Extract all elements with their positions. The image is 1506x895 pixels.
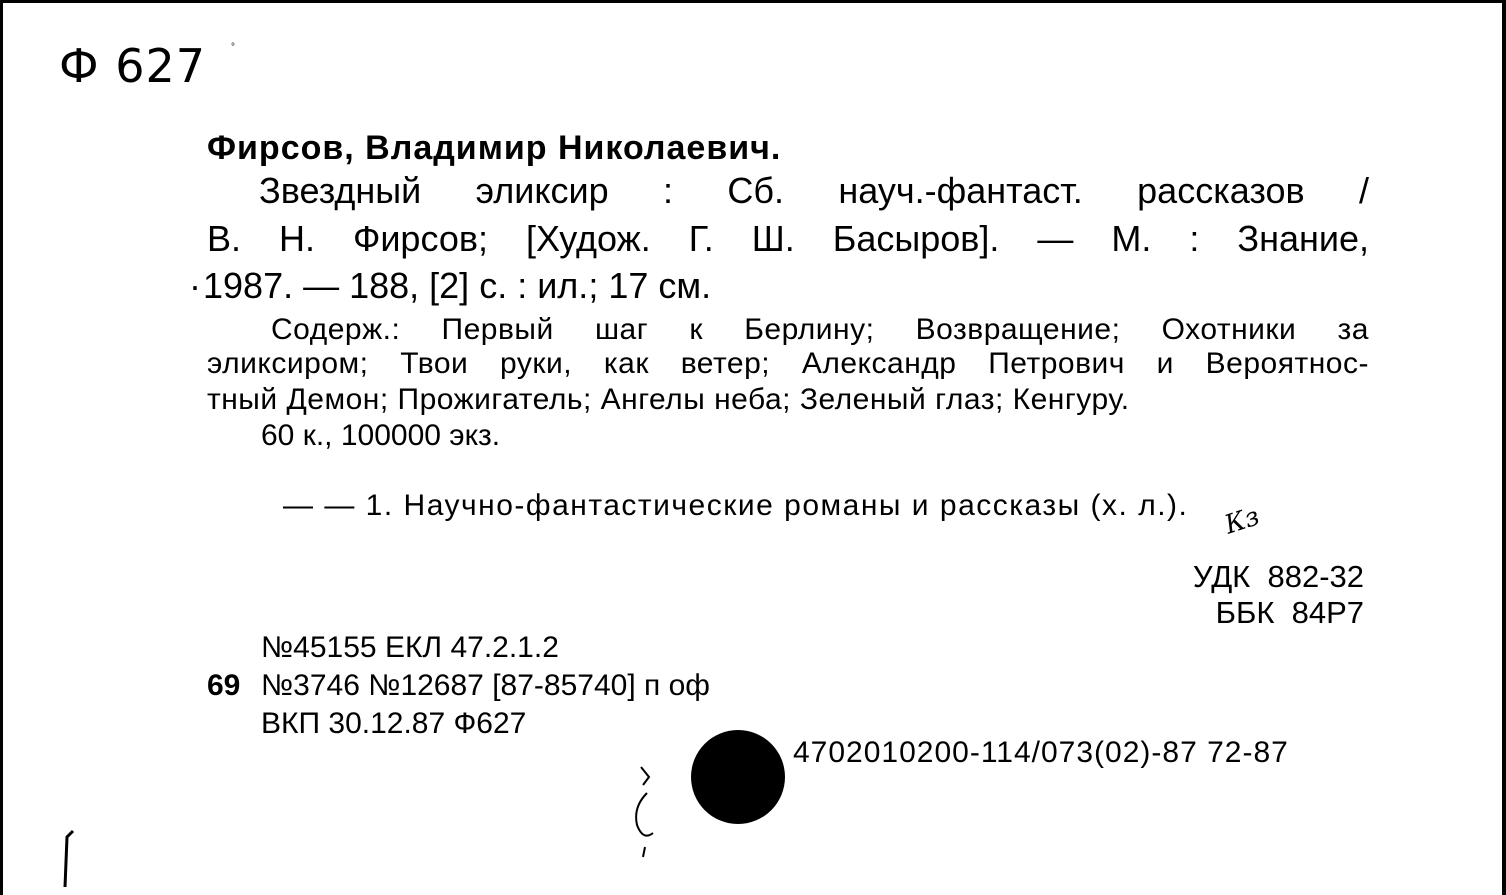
contents-word: руки, (500, 347, 573, 380)
udk-code: УДК 882-32 (1192, 559, 1364, 594)
title-word: М. (1111, 218, 1152, 259)
title-word: науч.-фантаст. (838, 170, 1083, 211)
classification-block (1193, 559, 1364, 630)
contents-word: Содерж.: (271, 313, 401, 346)
title-word: : (1189, 218, 1200, 259)
shelf-mark: Ф 627 (59, 39, 207, 93)
margin-stroke-icon (57, 829, 81, 889)
contents-word: Охотники (1161, 313, 1297, 346)
title-word: Сб. (727, 170, 785, 211)
handwritten-scribble-icon (623, 763, 673, 863)
contents-word: за (1337, 313, 1369, 346)
contents-word: эликсиром; (207, 347, 369, 380)
contents-word: Александр (801, 347, 957, 380)
title-word: Ш. (751, 218, 795, 259)
contents-word: Петрович (988, 347, 1125, 380)
catalog-number-line-1: №45155 ЕКЛ 47.2.1.2 (261, 631, 559, 664)
subject-heading: — — 1. Научно-фантастические романы и рассказы (х. л.). (283, 489, 1189, 522)
title-word: рассказов (1137, 170, 1305, 211)
contents-line-1 (271, 315, 1369, 345)
catalog-number-line-2: №3746 №12687 [87-85740] п оф (261, 669, 710, 702)
title-word: В. (207, 218, 242, 259)
title-word: Г. (688, 218, 714, 259)
contents-word: Возвращение; (915, 313, 1121, 346)
punch-hole (691, 730, 785, 824)
contents-word: Вероятнос- (1205, 347, 1369, 380)
contents-word: Первый (441, 313, 554, 346)
catalog-number-line-3: ВКП 30.12.87 Ф627 (261, 707, 527, 740)
contents-word: шаг (594, 313, 649, 346)
title-line-3: 1987. — 188, [2] с. : ил.; 17 см. (203, 265, 712, 306)
title-word: Н. (278, 218, 315, 259)
margin-dot: · (189, 265, 201, 306)
contents-word: как (603, 347, 649, 380)
title-word: : (663, 170, 674, 211)
author-heading: Фирсов, Владимир Николаевич. (207, 129, 782, 167)
price-and-print-run: 60 к., 100000 экз. (261, 419, 501, 452)
title-line-2 (207, 218, 1369, 259)
title-word: Фирсов; (352, 218, 489, 259)
title-word: [Худож. (525, 218, 651, 259)
bbk-code: ББК 84Р7 (1215, 594, 1364, 630)
shelf-mark-dot: ° (231, 42, 235, 53)
contents-line-2 (207, 349, 1369, 379)
title-word: Звездный (259, 170, 422, 211)
title-word: — (1037, 218, 1074, 259)
contents-word: Берлину; (744, 313, 875, 346)
title-word: / (1358, 170, 1369, 211)
contents-line-3: тный Демон; Прожигатель; Ангелы неба; Зеленый глаз; Кенгуру. (207, 383, 1130, 416)
title-line-1 (259, 170, 1369, 211)
title-word: Басыров]. (832, 218, 1000, 259)
isbn-code: 4702010200-114/073(02)-87 72-87 (793, 736, 1289, 769)
contents-word: к (689, 313, 703, 346)
catalog-number-prefix: 69 (207, 669, 241, 702)
title-word: Знание, (1237, 218, 1369, 259)
handwritten-mark: Кз (1221, 501, 1264, 541)
contents-word: ветер; (680, 347, 771, 380)
contents-word: Твои (400, 347, 469, 380)
title-word: эликсир (475, 170, 609, 211)
contents-word: и (1156, 347, 1174, 380)
